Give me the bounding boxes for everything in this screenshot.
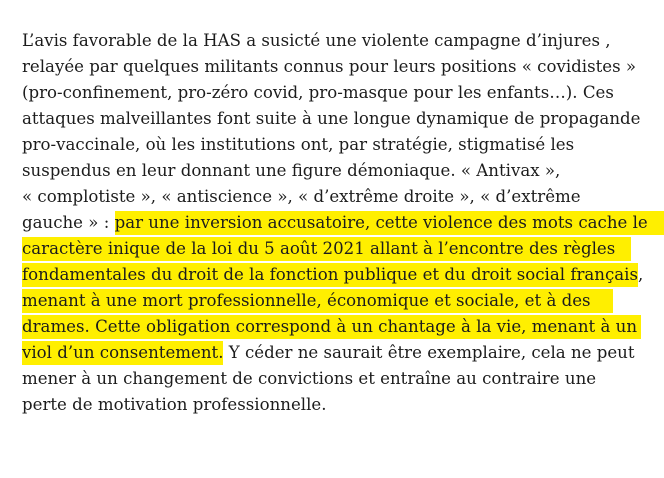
text-line: « complotiste », « antiscience », « d’extrême droite », « d’extrême xyxy=(22,187,581,206)
text-line: attaques malveillantes font suite à une longue dynamique de propagande xyxy=(22,109,641,128)
plain-text-segment: , xyxy=(638,265,644,284)
text-line-mixed xyxy=(22,210,664,236)
text-line-mixed xyxy=(22,340,635,366)
highlighted-text-segment: drames. Cette obligation correspond à un chantage à la vie, menant à un xyxy=(22,315,641,339)
text-line: perte de motivation professionnelle. xyxy=(22,395,327,414)
text-line: suspendus en leur donnant une figure démoniaque. « Antivax », xyxy=(22,161,561,180)
plain-text-segment: Y céder ne saurait être exemplaire, cela ne peut xyxy=(223,343,635,362)
text-line: mener à un changement de convictions et entraîne au contraire une xyxy=(22,369,597,388)
highlighted-text-segment: par une inversion accusatoire, cette violence des mots cache le xyxy=(115,211,664,235)
text-line-highlighted xyxy=(22,314,641,340)
text-line: (pro-confinement, pro-zéro covid, pro-masque pour les enfants…). Ces xyxy=(22,83,614,102)
highlighted-text-segment: menant à une mort professionnelle, économique et sociale, et à des xyxy=(22,289,613,313)
text-line-highlighted xyxy=(22,288,613,314)
text-line: pro-vaccinale, où les institutions ont, par stratégie, stigmatisé les xyxy=(22,135,575,154)
text-line: relayée par quelques militants connus pour leurs positions « covidistes » xyxy=(22,57,637,76)
text-line: L’avis favorable de la HAS a susicté une violente campagne d’injures , xyxy=(22,31,611,50)
highlighted-text-segment: fondamentales du droit de la fonction publique et du droit social français xyxy=(22,263,638,287)
plain-text-segment: gauche » : xyxy=(22,213,115,232)
highlighted-text-segment: viol d’un consentement. xyxy=(22,341,223,365)
text-line-mixed xyxy=(22,262,643,288)
highlighted-text-segment: caractère inique de la loi du 5 août 2021 allant à l’encontre des règles xyxy=(22,237,631,261)
text-line-highlighted xyxy=(22,236,631,262)
